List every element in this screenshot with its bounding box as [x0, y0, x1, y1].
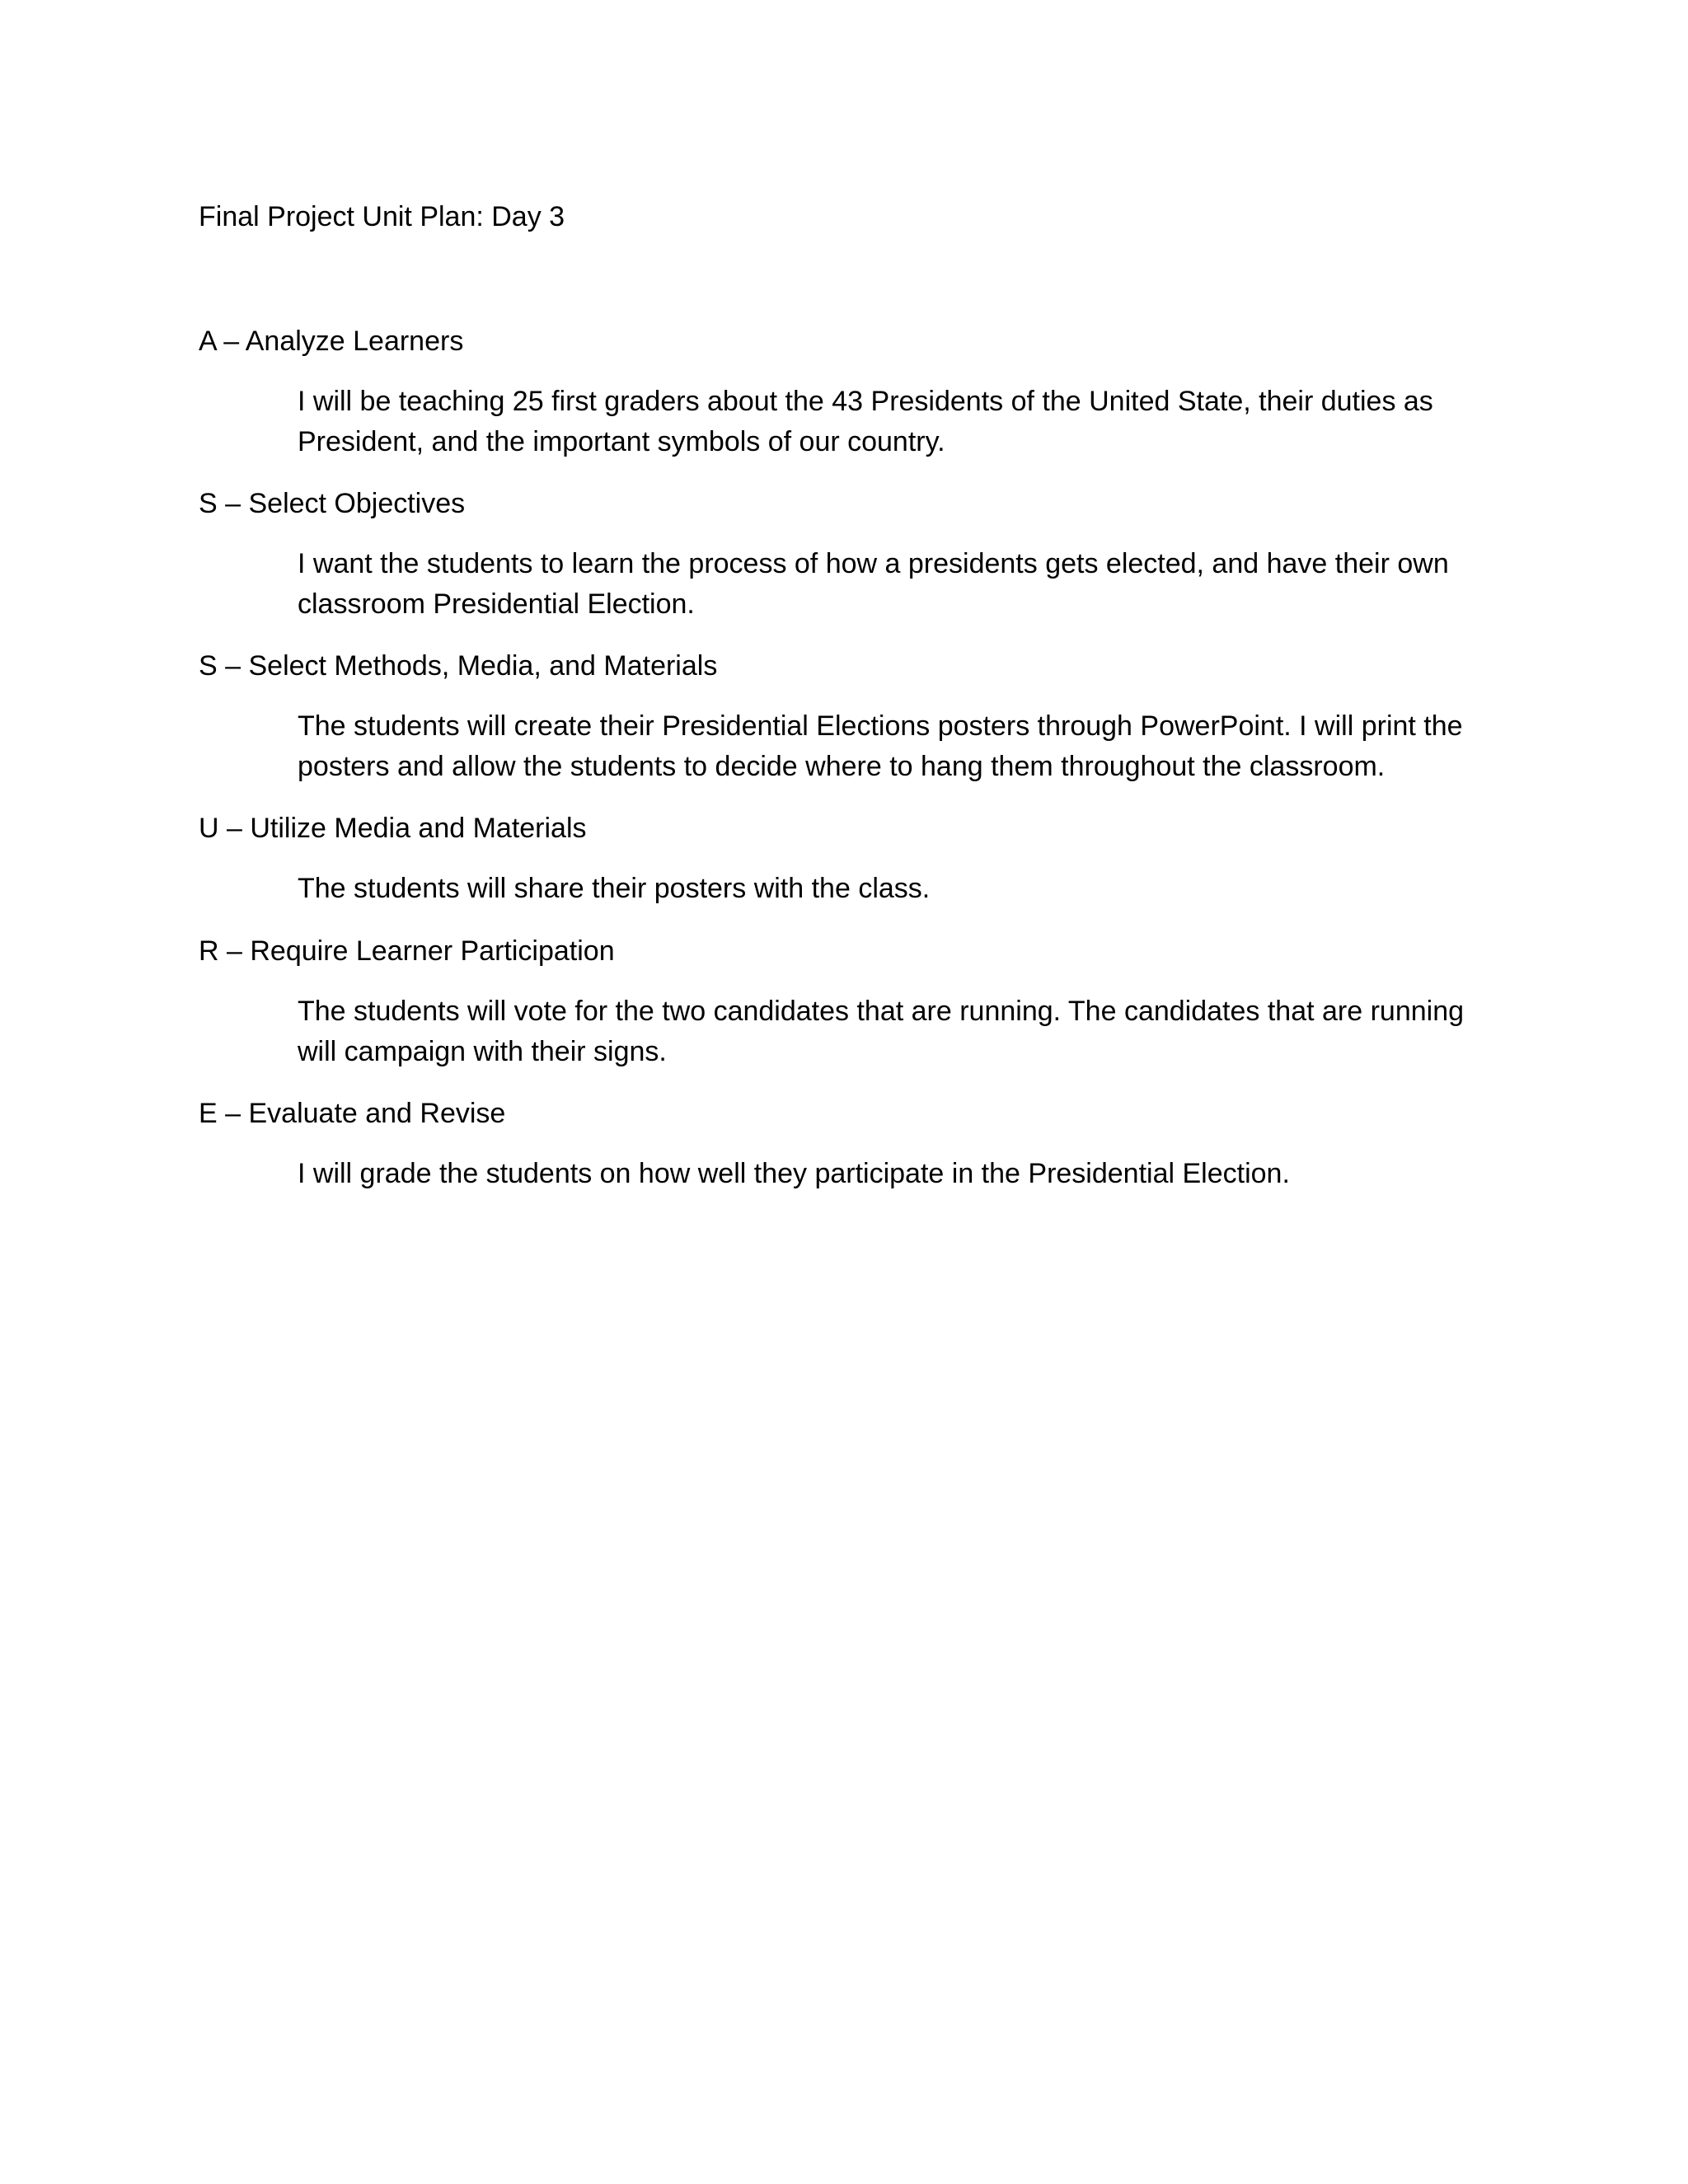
section-heading-analyze-learners: A – Analyze Learners — [199, 326, 464, 357]
section-heading-select-objectives: S – Select Objectives — [199, 488, 466, 519]
paragraph-line: The students will vote for the two candidates that are running. The candidates that are running — [298, 996, 1465, 1027]
paragraph-line: The students will create their Presidential Elections posters through PowerPoint. I will print the — [298, 710, 1463, 742]
paragraph-line: will campaign with their signs. — [298, 1036, 667, 1067]
paragraph-line: posters and allow the students to decide where to hang them throughout the classroom. — [298, 751, 1386, 782]
section-body-evaluate-revise — [298, 1154, 1501, 1194]
section-heading-require-participation: R – Require Learner Participation — [199, 935, 615, 967]
paragraph-line: I will be teaching 25 first graders about the 43 Presidents of the United State, their duties as — [298, 386, 1433, 417]
section-body-utilize-media — [298, 869, 1501, 909]
document-title: Final Project Unit Plan: Day 3 — [199, 201, 565, 232]
section-heading-utilize-media: U – Utilize Media and Materials — [199, 813, 587, 844]
section-heading-evaluate-revise: E – Evaluate and Revise — [199, 1098, 506, 1129]
paragraph-line: classroom Presidential Election. — [298, 588, 695, 620]
section-body-select-methods — [298, 706, 1501, 787]
section-heading-select-methods: S – Select Methods, Media, and Materials — [199, 650, 718, 682]
paragraph-line: I will grade the students on how well they participate in the Presidential Election. — [298, 1158, 1290, 1189]
section-body-require-participation — [298, 991, 1501, 1072]
paragraph-line: The students will share their posters with the class. — [298, 873, 931, 904]
section-body-analyze-learners — [298, 382, 1501, 462]
paragraph-line: President, and the important symbols of our country. — [298, 426, 945, 457]
section-body-select-objectives — [298, 544, 1501, 625]
paragraph-line: I want the students to learn the process of how a presidents gets elected, and have their own — [298, 548, 1449, 579]
